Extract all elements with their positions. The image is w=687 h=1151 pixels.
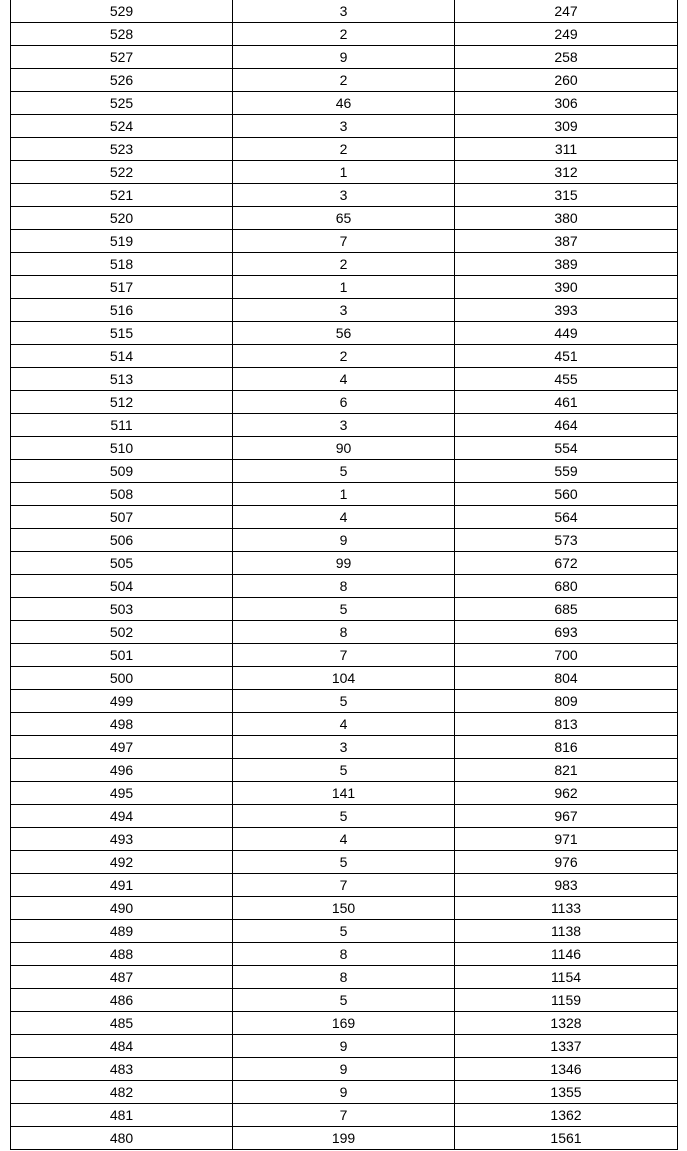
- score-cell: 513: [11, 368, 233, 391]
- score-cell: 506: [11, 529, 233, 552]
- score-cell: 528: [11, 23, 233, 46]
- table-row: [11, 782, 678, 805]
- table-row: [11, 851, 678, 874]
- cumulative-cell: 983: [455, 874, 678, 897]
- score-cell: 514: [11, 345, 233, 368]
- cumulative-cell: 309: [455, 115, 678, 138]
- cumulative-cell: 311: [455, 138, 678, 161]
- cumulative-cell: 1328: [455, 1012, 678, 1035]
- table-row: [11, 1127, 678, 1150]
- score-cell: 496: [11, 759, 233, 782]
- score-cell: 519: [11, 230, 233, 253]
- count-cell: 7: [233, 230, 455, 253]
- score-cell: 498: [11, 713, 233, 736]
- score-cell: 483: [11, 1058, 233, 1081]
- table-row: [11, 184, 678, 207]
- count-cell: 56: [233, 322, 455, 345]
- score-table-body: [11, 0, 678, 1150]
- score-cell: 518: [11, 253, 233, 276]
- count-cell: 3: [233, 115, 455, 138]
- table-row: [11, 138, 678, 161]
- count-cell: 5: [233, 460, 455, 483]
- score-cell: 510: [11, 437, 233, 460]
- score-cell: 502: [11, 621, 233, 644]
- cumulative-cell: 461: [455, 391, 678, 414]
- count-cell: 150: [233, 897, 455, 920]
- score-cell: 516: [11, 299, 233, 322]
- table-row: [11, 667, 678, 690]
- table-row: [11, 690, 678, 713]
- table-row: [11, 207, 678, 230]
- score-cell: 522: [11, 161, 233, 184]
- cumulative-cell: 393: [455, 299, 678, 322]
- cumulative-cell: 554: [455, 437, 678, 460]
- count-cell: 7: [233, 874, 455, 897]
- table-row: [11, 253, 678, 276]
- count-cell: 8: [233, 575, 455, 598]
- score-cell: 490: [11, 897, 233, 920]
- cumulative-cell: 573: [455, 529, 678, 552]
- score-cell: 529: [11, 0, 233, 23]
- table-row: [11, 230, 678, 253]
- count-cell: 5: [233, 598, 455, 621]
- count-cell: 65: [233, 207, 455, 230]
- table-row: [11, 299, 678, 322]
- cumulative-cell: 560: [455, 483, 678, 506]
- score-cell: 505: [11, 552, 233, 575]
- table-row: [11, 46, 678, 69]
- count-cell: 169: [233, 1012, 455, 1035]
- count-cell: 8: [233, 621, 455, 644]
- score-table: [10, 0, 678, 1150]
- table-row: [11, 92, 678, 115]
- table-row: [11, 322, 678, 345]
- table-row: [11, 598, 678, 621]
- cumulative-cell: 1362: [455, 1104, 678, 1127]
- table-row: [11, 621, 678, 644]
- score-cell: 508: [11, 483, 233, 506]
- count-cell: 4: [233, 368, 455, 391]
- count-cell: 8: [233, 943, 455, 966]
- cumulative-cell: 680: [455, 575, 678, 598]
- count-cell: 9: [233, 1081, 455, 1104]
- table-row: [11, 391, 678, 414]
- cumulative-cell: 813: [455, 713, 678, 736]
- count-cell: 3: [233, 184, 455, 207]
- cumulative-cell: 464: [455, 414, 678, 437]
- table-row: [11, 368, 678, 391]
- score-cell: 521: [11, 184, 233, 207]
- score-cell: 493: [11, 828, 233, 851]
- cumulative-cell: 249: [455, 23, 678, 46]
- cumulative-cell: 809: [455, 690, 678, 713]
- table-row: [11, 69, 678, 92]
- cumulative-cell: 976: [455, 851, 678, 874]
- score-cell: 526: [11, 69, 233, 92]
- table-row: [11, 989, 678, 1012]
- count-cell: 99: [233, 552, 455, 575]
- count-cell: 5: [233, 989, 455, 1012]
- cumulative-cell: 685: [455, 598, 678, 621]
- count-cell: 5: [233, 920, 455, 943]
- count-cell: 1: [233, 276, 455, 299]
- score-cell: 497: [11, 736, 233, 759]
- cumulative-cell: 380: [455, 207, 678, 230]
- cumulative-cell: 816: [455, 736, 678, 759]
- count-cell: 9: [233, 1035, 455, 1058]
- table-row: [11, 460, 678, 483]
- table-row: [11, 437, 678, 460]
- cumulative-cell: 1561: [455, 1127, 678, 1150]
- score-cell: 491: [11, 874, 233, 897]
- table-row: [11, 713, 678, 736]
- score-cell: 487: [11, 966, 233, 989]
- count-cell: 5: [233, 759, 455, 782]
- score-cell: 504: [11, 575, 233, 598]
- table-row: [11, 897, 678, 920]
- cumulative-cell: 387: [455, 230, 678, 253]
- count-cell: 1: [233, 483, 455, 506]
- table-row: [11, 828, 678, 851]
- score-cell: 481: [11, 1104, 233, 1127]
- count-cell: 90: [233, 437, 455, 460]
- cumulative-cell: 1138: [455, 920, 678, 943]
- table-row: [11, 1012, 678, 1035]
- table-row: [11, 414, 678, 437]
- count-cell: 9: [233, 1058, 455, 1081]
- count-cell: 4: [233, 713, 455, 736]
- count-cell: 3: [233, 299, 455, 322]
- count-cell: 6: [233, 391, 455, 414]
- count-cell: 2: [233, 345, 455, 368]
- table-row: [11, 483, 678, 506]
- count-cell: 2: [233, 69, 455, 92]
- table-row: [11, 345, 678, 368]
- cumulative-cell: 1355: [455, 1081, 678, 1104]
- count-cell: 3: [233, 736, 455, 759]
- count-cell: 104: [233, 667, 455, 690]
- cumulative-cell: 449: [455, 322, 678, 345]
- cumulative-cell: 260: [455, 69, 678, 92]
- table-row: [11, 759, 678, 782]
- score-cell: 486: [11, 989, 233, 1012]
- cumulative-cell: 1133: [455, 897, 678, 920]
- score-cell: 499: [11, 690, 233, 713]
- count-cell: 46: [233, 92, 455, 115]
- count-cell: 199: [233, 1127, 455, 1150]
- table-row: [11, 529, 678, 552]
- cumulative-cell: 389: [455, 253, 678, 276]
- score-cell: 515: [11, 322, 233, 345]
- score-cell: 488: [11, 943, 233, 966]
- score-cell: 484: [11, 1035, 233, 1058]
- table-row: [11, 506, 678, 529]
- table-row: [11, 23, 678, 46]
- count-cell: 141: [233, 782, 455, 805]
- table-row: [11, 920, 678, 943]
- table-row: [11, 1058, 678, 1081]
- count-cell: 8: [233, 966, 455, 989]
- score-cell: 489: [11, 920, 233, 943]
- table-row: [11, 161, 678, 184]
- score-cell: 485: [11, 1012, 233, 1035]
- table-row: [11, 1035, 678, 1058]
- cumulative-cell: 1146: [455, 943, 678, 966]
- score-cell: 520: [11, 207, 233, 230]
- count-cell: 3: [233, 414, 455, 437]
- table-row: [11, 0, 678, 23]
- count-cell: 5: [233, 690, 455, 713]
- score-cell: 512: [11, 391, 233, 414]
- cumulative-cell: 315: [455, 184, 678, 207]
- score-cell: 517: [11, 276, 233, 299]
- count-cell: 7: [233, 644, 455, 667]
- cumulative-cell: 1159: [455, 989, 678, 1012]
- score-cell: 494: [11, 805, 233, 828]
- cumulative-cell: 821: [455, 759, 678, 782]
- score-cell: 495: [11, 782, 233, 805]
- count-cell: 5: [233, 805, 455, 828]
- table-row: [11, 1104, 678, 1127]
- score-table-sheet: [10, 0, 677, 1150]
- count-cell: 2: [233, 253, 455, 276]
- score-cell: 507: [11, 506, 233, 529]
- count-cell: 2: [233, 23, 455, 46]
- cumulative-cell: 700: [455, 644, 678, 667]
- score-cell: 525: [11, 92, 233, 115]
- cumulative-cell: 559: [455, 460, 678, 483]
- cumulative-cell: 1154: [455, 966, 678, 989]
- cumulative-cell: 258: [455, 46, 678, 69]
- score-cell: 503: [11, 598, 233, 621]
- cumulative-cell: 455: [455, 368, 678, 391]
- score-cell: 492: [11, 851, 233, 874]
- table-row: [11, 276, 678, 299]
- cumulative-cell: 306: [455, 92, 678, 115]
- table-row: [11, 966, 678, 989]
- count-cell: 4: [233, 828, 455, 851]
- count-cell: 7: [233, 1104, 455, 1127]
- score-cell: 500: [11, 667, 233, 690]
- score-cell: 501: [11, 644, 233, 667]
- score-cell: 524: [11, 115, 233, 138]
- count-cell: 4: [233, 506, 455, 529]
- table-row: [11, 575, 678, 598]
- table-row: [11, 943, 678, 966]
- cumulative-cell: 967: [455, 805, 678, 828]
- score-cell: 509: [11, 460, 233, 483]
- count-cell: 1: [233, 161, 455, 184]
- count-cell: 9: [233, 529, 455, 552]
- cumulative-cell: 451: [455, 345, 678, 368]
- cumulative-cell: 971: [455, 828, 678, 851]
- cumulative-cell: 693: [455, 621, 678, 644]
- cumulative-cell: 390: [455, 276, 678, 299]
- cumulative-cell: 804: [455, 667, 678, 690]
- cumulative-cell: 312: [455, 161, 678, 184]
- table-row: [11, 805, 678, 828]
- score-cell: 511: [11, 414, 233, 437]
- score-cell: 480: [11, 1127, 233, 1150]
- table-row: [11, 552, 678, 575]
- cumulative-cell: 1337: [455, 1035, 678, 1058]
- count-cell: 9: [233, 46, 455, 69]
- cumulative-cell: 247: [455, 0, 678, 23]
- table-row: [11, 1081, 678, 1104]
- table-row: [11, 736, 678, 759]
- score-cell: 482: [11, 1081, 233, 1104]
- table-row: [11, 874, 678, 897]
- count-cell: 5: [233, 851, 455, 874]
- table-row: [11, 115, 678, 138]
- score-cell: 527: [11, 46, 233, 69]
- cumulative-cell: 962: [455, 782, 678, 805]
- count-cell: 2: [233, 138, 455, 161]
- table-row: [11, 644, 678, 667]
- cumulative-cell: 1346: [455, 1058, 678, 1081]
- cumulative-cell: 564: [455, 506, 678, 529]
- count-cell: 3: [233, 0, 455, 23]
- cumulative-cell: 672: [455, 552, 678, 575]
- score-cell: 523: [11, 138, 233, 161]
